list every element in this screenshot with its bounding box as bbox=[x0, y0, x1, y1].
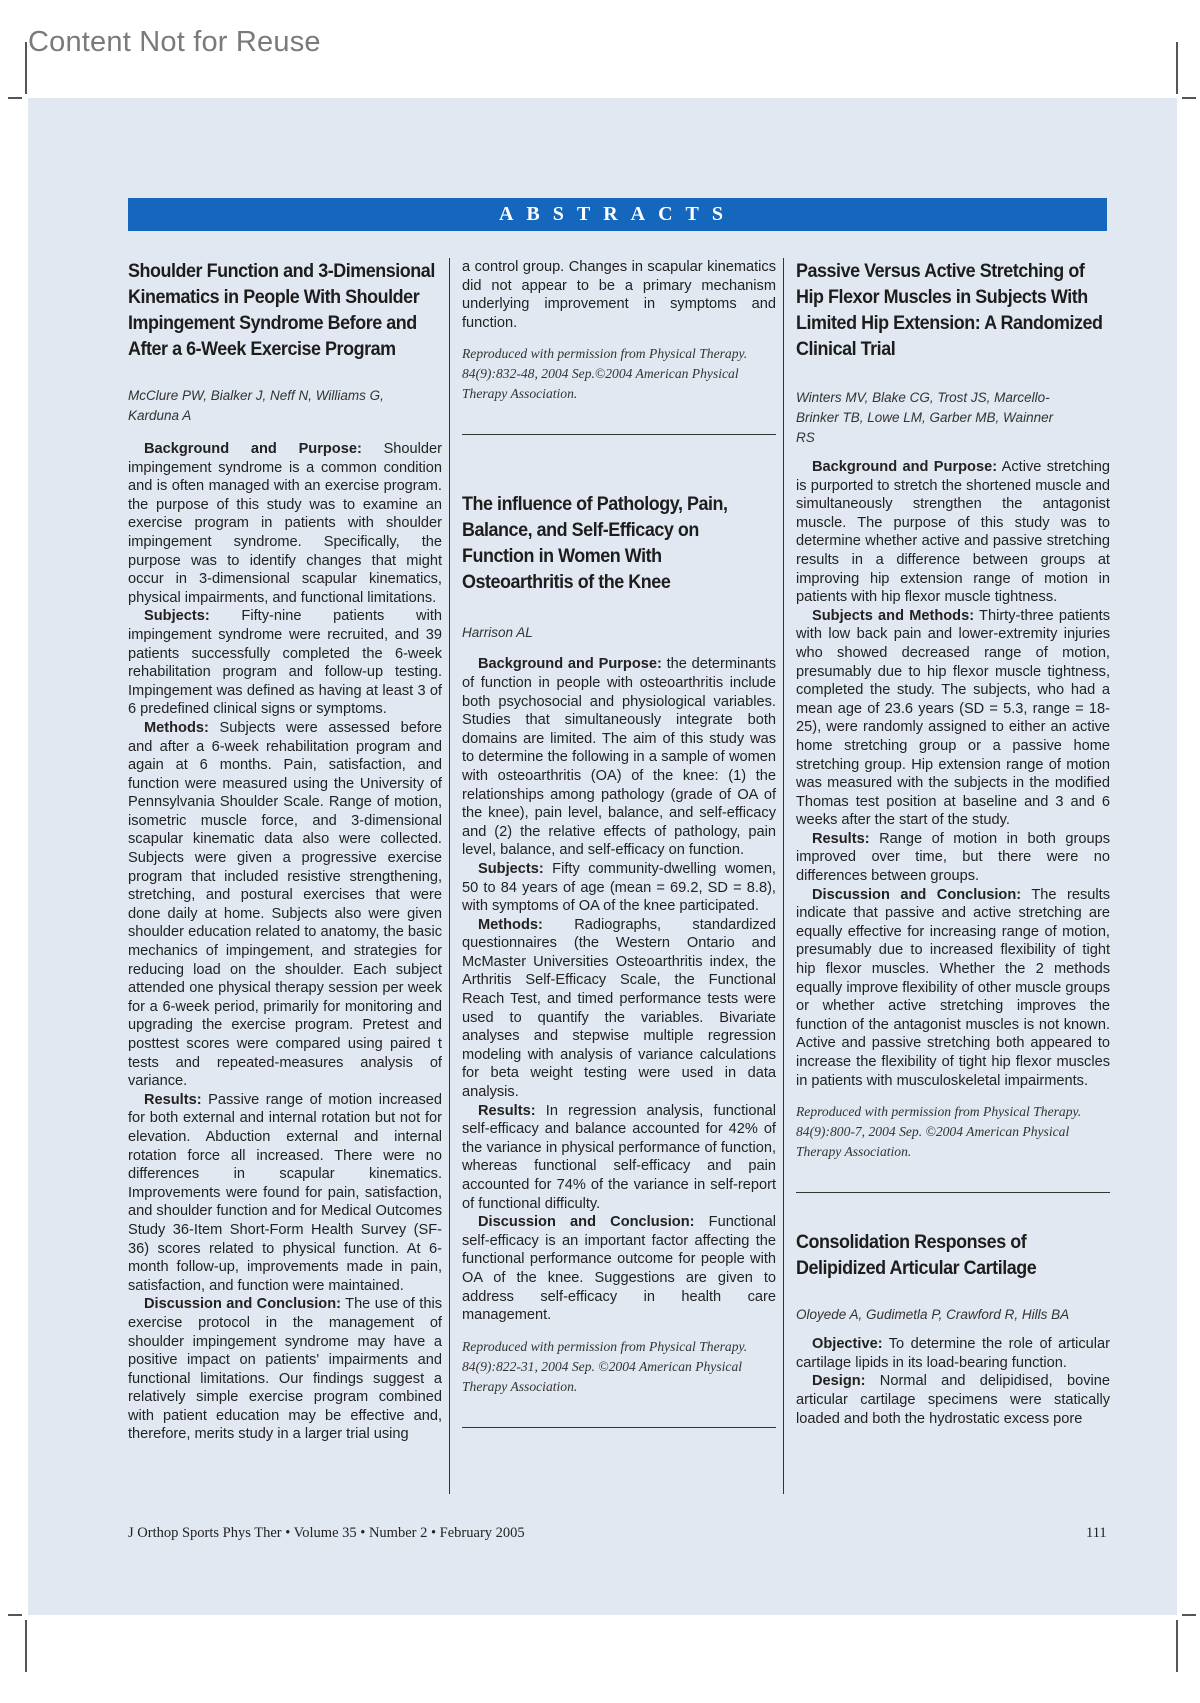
column-divider bbox=[783, 258, 784, 1494]
section-paragraph bbox=[462, 860, 776, 916]
article-authors: Oloyede A, Gudimetla P, Crawford R, Hills BA bbox=[796, 1307, 1070, 1323]
section-heading: Background and Purpose: bbox=[812, 459, 998, 475]
section-heading: Subjects: bbox=[478, 860, 544, 877]
article-title: The influence of Pathology, Pain, Balance, and Self-Efficacy on Function in Women With Osteoarthritis of the Knee bbox=[462, 493, 728, 594]
section-text: Thirty-three patients with low back pain and lower-extremity injuries who showed decreased range of motion, presumably due to hip flexor muscle tightness, completed the study. The subjects, who had a mean age of 23.6 years (SD = 5.3, range = 18-25), were randomly assigned to either an active home stretching group or a passive home stretching group. Hip extension range of motion was measured with the subjects in the modified Thomas test position at baseline and 3 and 6 weeks after the start of the study. bbox=[796, 607, 1110, 829]
column-2 bbox=[462, 258, 776, 1428]
column-3 bbox=[796, 258, 1110, 1428]
crop-mark bbox=[1176, 42, 1178, 94]
section-paragraph bbox=[462, 916, 776, 1102]
column-1 bbox=[128, 258, 442, 1444]
section-heading: Design: bbox=[812, 1373, 866, 1390]
article-body bbox=[128, 440, 442, 1444]
crop-mark bbox=[8, 1614, 22, 1616]
section-heading: Objective: bbox=[812, 1336, 883, 1353]
section-text: In regression analysis, functional self-efficacy and balance accounted for 42% of the variance in physical performance of function, whereas functional self-efficacy and pain accounted for 74% of the variance in self-report of functional difficulty. bbox=[462, 1102, 776, 1212]
section-text: Normal and delipidised, bovine articular cartilage specimens were statically loaded and both the hydrostatic excess pore bbox=[796, 1373, 1110, 1427]
section-heading: Subjects: bbox=[144, 608, 210, 625]
section-heading: Discussion and Conclusion: bbox=[478, 1214, 695, 1231]
article-title: Passive Versus Active Stretching of Hip Flexor Muscles in Subjects With Limited Hip Extension: A Randomized Clinical Trial bbox=[796, 260, 1103, 360]
article-title: Shoulder Function and 3-Dimensional Kinematics in People With Shoulder Impingement Syndrome Before and After a 6-Week Exercise Program bbox=[128, 260, 435, 360]
section-text: Radiographs, standardized questionnaires (the Western Ontario and McMaster Universities Osteoarthritis index, the Arthritis Self-Efficacy Scale, the Functional Reach Test, and timed performance tests were used to quantify the variables. Bivariate analyses and stepwise multiple regression modeling with analysis of variance calculations for beta weight testing were used in data analysis. bbox=[462, 916, 776, 1101]
section-heading: Background and Purpose: bbox=[478, 656, 662, 673]
column-divider bbox=[449, 258, 450, 1494]
section-text: Shoulder impingement syndrome is a common condition and is often managed with an exercise program. the purpose of this study was to examine an exercise program in patients with shoulder impingement syndrome. Specifically, the purpose was to identify changes that might occur in 3-dimensional scapular kinematics, physical impairments, and functional limitations. bbox=[128, 441, 442, 606]
crop-mark bbox=[1182, 1614, 1196, 1616]
continuation-text: a control group. Changes in scapular kinematics did not appear to be a primary mechanism underlying improvement in symptoms and function. bbox=[462, 259, 776, 331]
section-heading: Results: bbox=[812, 830, 870, 847]
crop-mark bbox=[8, 97, 22, 99]
section-text: Active stretching is purported to stretch the shortened muscle and simultaneously strengthen the antagonist muscle. The purpose of this study was to determine whether active and passive stretching results in a difference between groups at improving hip extension range of motion in patients with hip flexor muscle tightness. bbox=[796, 459, 1110, 606]
article-authors: Harrison AL bbox=[462, 625, 533, 641]
section-heading: Discussion and Conclusion: bbox=[812, 886, 1022, 903]
section-text: Fifty-nine patients with impingement syndrome were recruited, and 39 patients successfully completed the 6-week rehabilitation program and follow-up testing. Impingement was defined as having at least 3 of 6 predefined clinical signs or symptoms. bbox=[128, 608, 442, 718]
article-title: Consolidation Responses of Delipidized Articular Cartilage bbox=[796, 1231, 1037, 1280]
journal-citation: J Orthop Sports Phys Ther • Volume 35 • Number 2 • February 2005 bbox=[128, 1525, 525, 1541]
section-heading: Subjects and Methods: bbox=[812, 607, 975, 624]
section-paragraph bbox=[462, 655, 776, 860]
section-paragraph bbox=[462, 1102, 776, 1214]
section-paragraph bbox=[796, 458, 1110, 607]
section-heading: Discussion and Conclusion: bbox=[144, 1296, 341, 1313]
section-paragraph bbox=[128, 1295, 442, 1444]
section-paragraph bbox=[796, 886, 1110, 1091]
article-body bbox=[796, 1335, 1110, 1428]
section-heading: Methods: bbox=[144, 719, 209, 736]
section-paragraph bbox=[128, 440, 442, 607]
section-text: Subjects were assessed before and after a 6-week rehabilitation program and again at 6 months. Pain, satisfaction, and function were measured using the University of Pennsylvania Shoulder Scale. Range of motion, isometric muscle force, and 3-dimensional scapular kinematic data also were collected. Subjects were given a progressive exercise program that included resistive strengthening, stretching, and postural exercises that were done daily at home. Subjects also were given shoulder education related to anatomy, the basic mechanics of impingement, and strategies for reducing load on the shoulder. Each subject attended one physical therapy session per week for a 6-week period, primarily for monitoring and upgrading the exercise program. Pretest and posttest scores were compared using paired t tests and repeated-measures analysis of variance. bbox=[128, 719, 442, 1090]
section-paragraph bbox=[796, 1335, 1110, 1372]
section-text: The use of this exercise protocol in the management of shoulder impingement syndrome may have a positive impact on patients' impairments and functional limitations. Our findings suggest a relatively simple exercise program combined with patient education may be effective and, therefore, merits study in a larger trial using bbox=[128, 1296, 442, 1443]
section-paragraph bbox=[128, 719, 442, 1091]
article-authors: Winters MV, Blake CG, Trost JS, Marcello-Brinker TB, Lowe LM, Garber MB, Wainner RS bbox=[796, 390, 1054, 445]
section-paragraph bbox=[796, 1372, 1110, 1428]
section-paragraph bbox=[462, 1213, 776, 1325]
section-paragraph bbox=[128, 1091, 442, 1296]
article-divider bbox=[462, 1427, 776, 1428]
article-body bbox=[462, 655, 776, 1324]
section-heading: Results: bbox=[144, 1091, 202, 1108]
section-heading: Background and Purpose: bbox=[144, 441, 362, 457]
section-text: Range of motion in both groups improved over time, but there were no differences between groups. bbox=[796, 830, 1110, 885]
section-paragraph bbox=[796, 830, 1110, 886]
article-body bbox=[796, 458, 1110, 1090]
section-text: Passive range of motion increased for both external and internal rotation but not for elevation. Abduction external and internal rotation force all increased. There were no differences in scapular kinematics. Improvements were found for pain, satisfaction, and shoulder function and for Medical Outcomes Study 36-Item Short-Form Health Survey (SF-36) scores related to physical function. At 6-month follow-up, improvements made in pain, satisfaction, and function were maintained. bbox=[128, 1091, 442, 1294]
section-heading: Methods: bbox=[478, 916, 543, 933]
section-banner: ABSTRACTS bbox=[128, 198, 1107, 231]
reproduction-notice: Reproduced with permission from Physical Therapy. 84(9):832-48, 2004 Sep.©2004 American Physical Therapy Association. bbox=[462, 346, 748, 402]
section-text: the determinants of function in people with osteoarthritis include both psychosocial and physiological variables. Studies that simultaneously integrate both domains are limited. The aim of this study was to determine the following in a sample of women with osteoarthritis (OA) of the knee: (1) the relationships among pathology (grade of OA of the knee), pain level, balance, and self-efficacy and (2) the relative effects of pathology, pain level, balance, and self-efficacy on function. bbox=[462, 656, 776, 859]
reproduction-notice: Reproduced with permission from Physical Therapy. 84(9):800-7, 2004 Sep. ©2004 American Physical Therapy Association. bbox=[796, 1104, 1082, 1160]
watermark: Content Not for Reuse bbox=[28, 26, 321, 58]
section-paragraph bbox=[128, 607, 442, 719]
page-number: 111 bbox=[1086, 1525, 1107, 1541]
crop-mark bbox=[1176, 1620, 1178, 1672]
section-text: To determine the role of articular cartilage lipids in its load-bearing function. bbox=[796, 1336, 1110, 1371]
crop-mark bbox=[25, 1620, 27, 1672]
section-text: Functional self-efficacy is an important factor affecting the functional performance outcome for people with OA of the knee. Suggestions are given to address self-efficacy in health care management. bbox=[462, 1214, 776, 1324]
section-paragraph bbox=[796, 607, 1110, 830]
crop-mark bbox=[25, 42, 27, 94]
article-continuation bbox=[462, 258, 776, 332]
section-text: Fifty community-dwelling women, 50 to 84 years of age (mean = 69.2, SD = 8.8), with symptoms of OA of the knee participated. bbox=[462, 860, 776, 915]
article-authors: McClure PW, Bialker J, Neff N, Williams G, Karduna A bbox=[128, 388, 384, 423]
reproduction-notice: Reproduced with permission from Physical Therapy. 84(9):822-31, 2004 Sep. ©2004 American Physical Therapy Association. bbox=[462, 1338, 748, 1394]
crop-mark bbox=[1182, 97, 1196, 99]
section-heading: Results: bbox=[478, 1102, 536, 1119]
section-text: The results indicate that passive and active stretching are equally effective for increasing range of motion, presumably due to increased flexibility of tight hip flexor muscles. Whether the 2 methods equally improve flexibility of other muscle groups or whether active stretching improves the function of the antagonist muscles is not known. Active and passive stretching both appeared to increase the flexibility of tight hip flexor muscles in patients with musculoskeletal impairments. bbox=[796, 886, 1110, 1089]
